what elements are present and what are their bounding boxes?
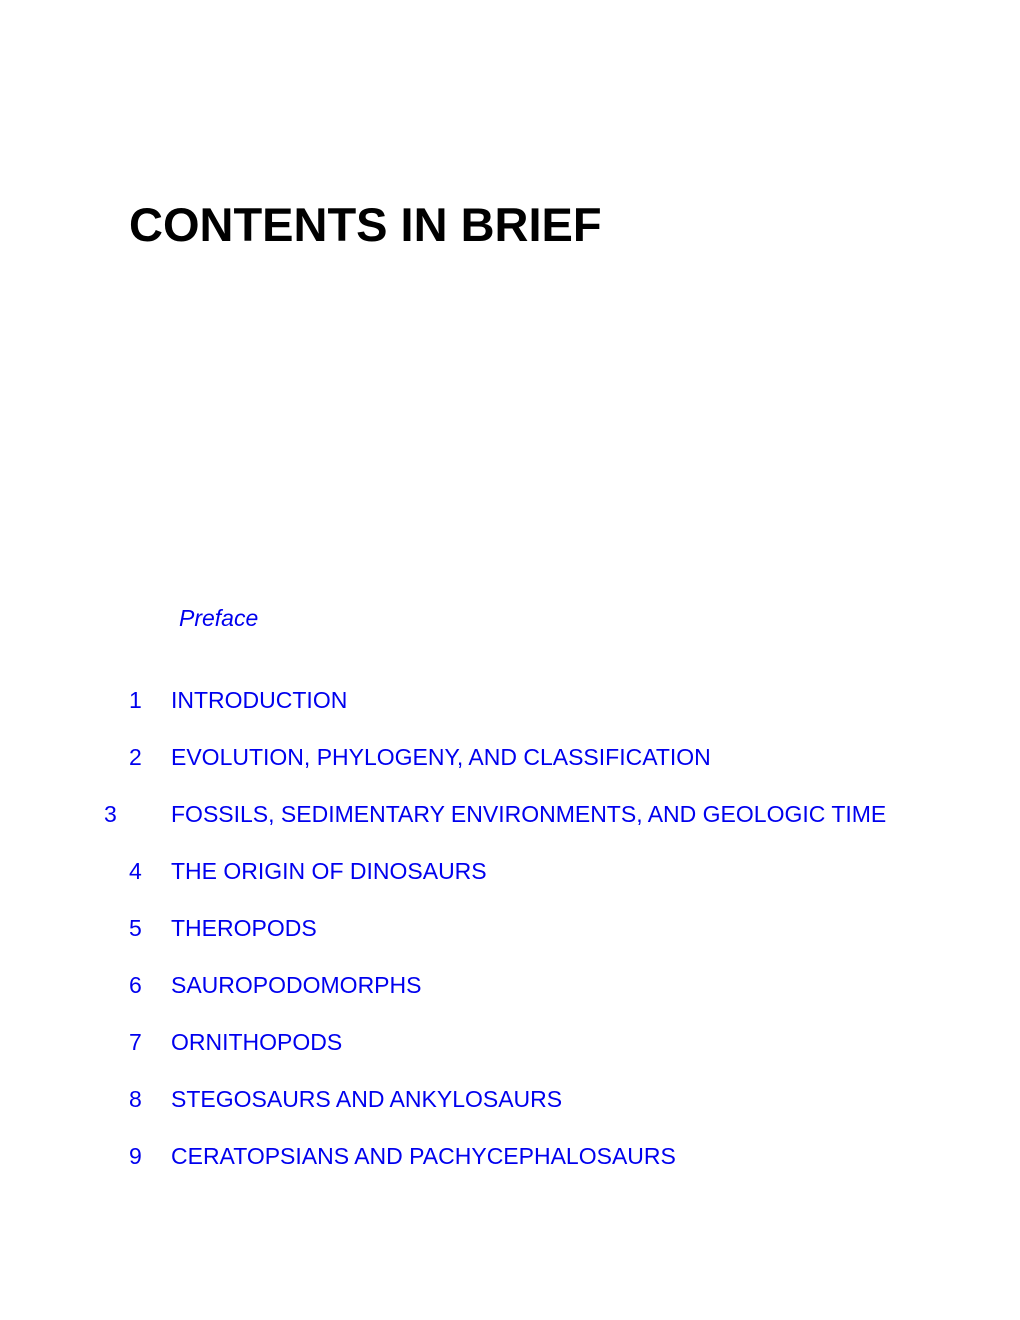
chapter-number: 7 [129,1029,142,1055]
chapter-title: STEGOSAURS AND ANKYLOSAURS [171,1086,563,1112]
toc-link-chapter-6[interactable] [129,970,899,1000]
toc-link-chapter-5[interactable] [129,913,899,943]
toc-link-chapter-1[interactable] [129,685,899,715]
chapter-number: 6 [129,972,142,998]
toc-link-chapter-7[interactable] [129,1027,899,1057]
chapter-title: FOSSILS, SEDIMENTARY ENVIRONMENTS, AND GEOLOGIC TIME [171,801,887,827]
chapter-number: 4 [129,858,142,884]
chapter-number: 5 [129,915,142,941]
page-title: CONTENTS IN BRIEF [129,198,602,251]
toc-link-chapter-4[interactable] [129,856,899,886]
chapter-title: THEROPODS [171,915,317,941]
chapter-number: 2 [129,744,142,770]
chapter-title: CERATOPSIANS AND PACHYCEPHALOSAURS [171,1143,676,1169]
chapter-number: 9 [129,1143,142,1169]
chapter-title: INTRODUCTION [171,687,348,713]
chapter-title: THE ORIGIN OF DINOSAURS [171,858,487,884]
chapter-number: 1 [129,687,142,713]
toc-link-chapter-2[interactable] [129,742,899,772]
chapter-number: 3 [104,801,117,827]
table-of-contents [104,685,899,1198]
chapter-number: 8 [129,1086,142,1112]
toc-link-chapter-9[interactable] [129,1141,899,1171]
chapter-title: SAUROPODOMORPHS [171,972,422,998]
chapter-title: ORNITHOPODS [171,1029,343,1055]
toc-link-chapter-8[interactable] [129,1084,899,1114]
toc-link-preface[interactable]: Preface [179,605,259,631]
chapter-title: EVOLUTION, PHYLOGENY, AND CLASSIFICATION [171,744,711,770]
toc-link-chapter-3[interactable] [104,799,899,829]
